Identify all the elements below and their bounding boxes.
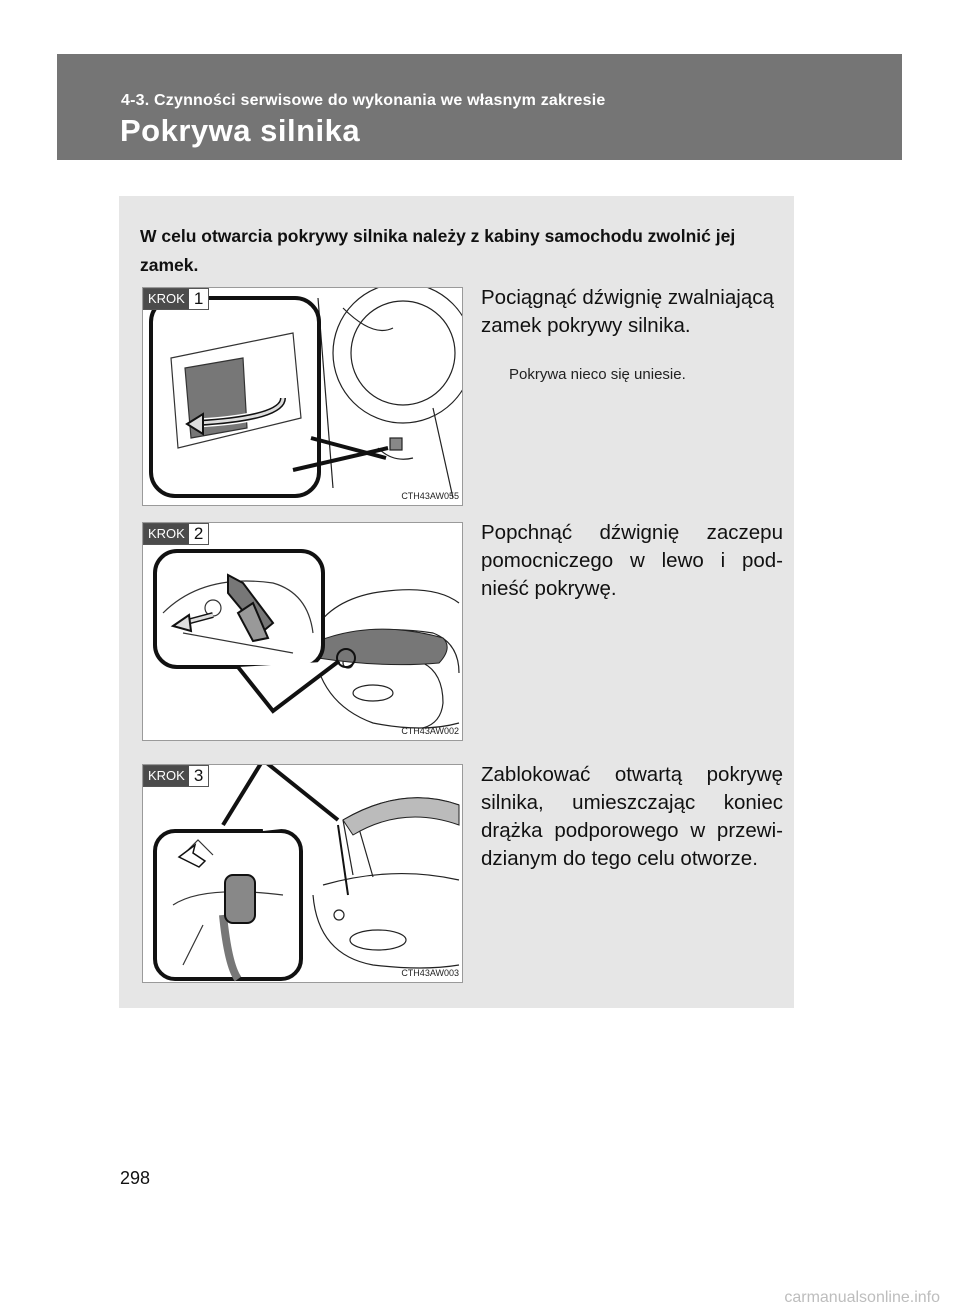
step-1-text: Pociągnąć dźwignię zwalniającą zamek pokrywy silnika. (481, 286, 774, 337)
step-1-figure (142, 287, 463, 506)
page-title: Pokrywa silnika (120, 113, 361, 148)
step-2-text: Popchnąć dźwignię zaczepu pomocniczego w lewo i pod-nieść pokrywę. (481, 521, 783, 600)
section-label: 4-3. Czynności serwisowe do wykonania we własnym zakresie (121, 92, 606, 109)
support-rod-illustration (143, 765, 463, 983)
step-2-figure (142, 522, 463, 741)
step-1-note: Pokrywa nieco się uniesie. (509, 366, 686, 383)
step-3-figure (142, 764, 463, 983)
page-number: 298 (120, 1168, 151, 1188)
step-1-badge: KROK 1 (143, 288, 209, 310)
lever-release-illustration (143, 288, 463, 506)
secondary-catch-illustration (143, 523, 463, 741)
watermark[interactable]: carmanualsonline.info (784, 1289, 940, 1306)
step-2-badge: KROK 2 (143, 523, 209, 545)
step-3-figure-code: CTH43AW003 (401, 968, 459, 978)
step-2-figure-code: CTH43AW002 (401, 726, 459, 736)
step-3-text: Zablokować otwartą pokrywę silnika, umieszczając koniec drążka podporowego w przewi-dzianym do tego celu otworze. (481, 763, 783, 870)
step-3-badge: KROK 3 (143, 765, 209, 787)
step-1-figure-code: CTH43AW055 (401, 491, 459, 501)
intro-text: W celu otwarcia pokrywy silnika należy z kabiny samochodu zwolnić jej zamek. (140, 226, 736, 275)
